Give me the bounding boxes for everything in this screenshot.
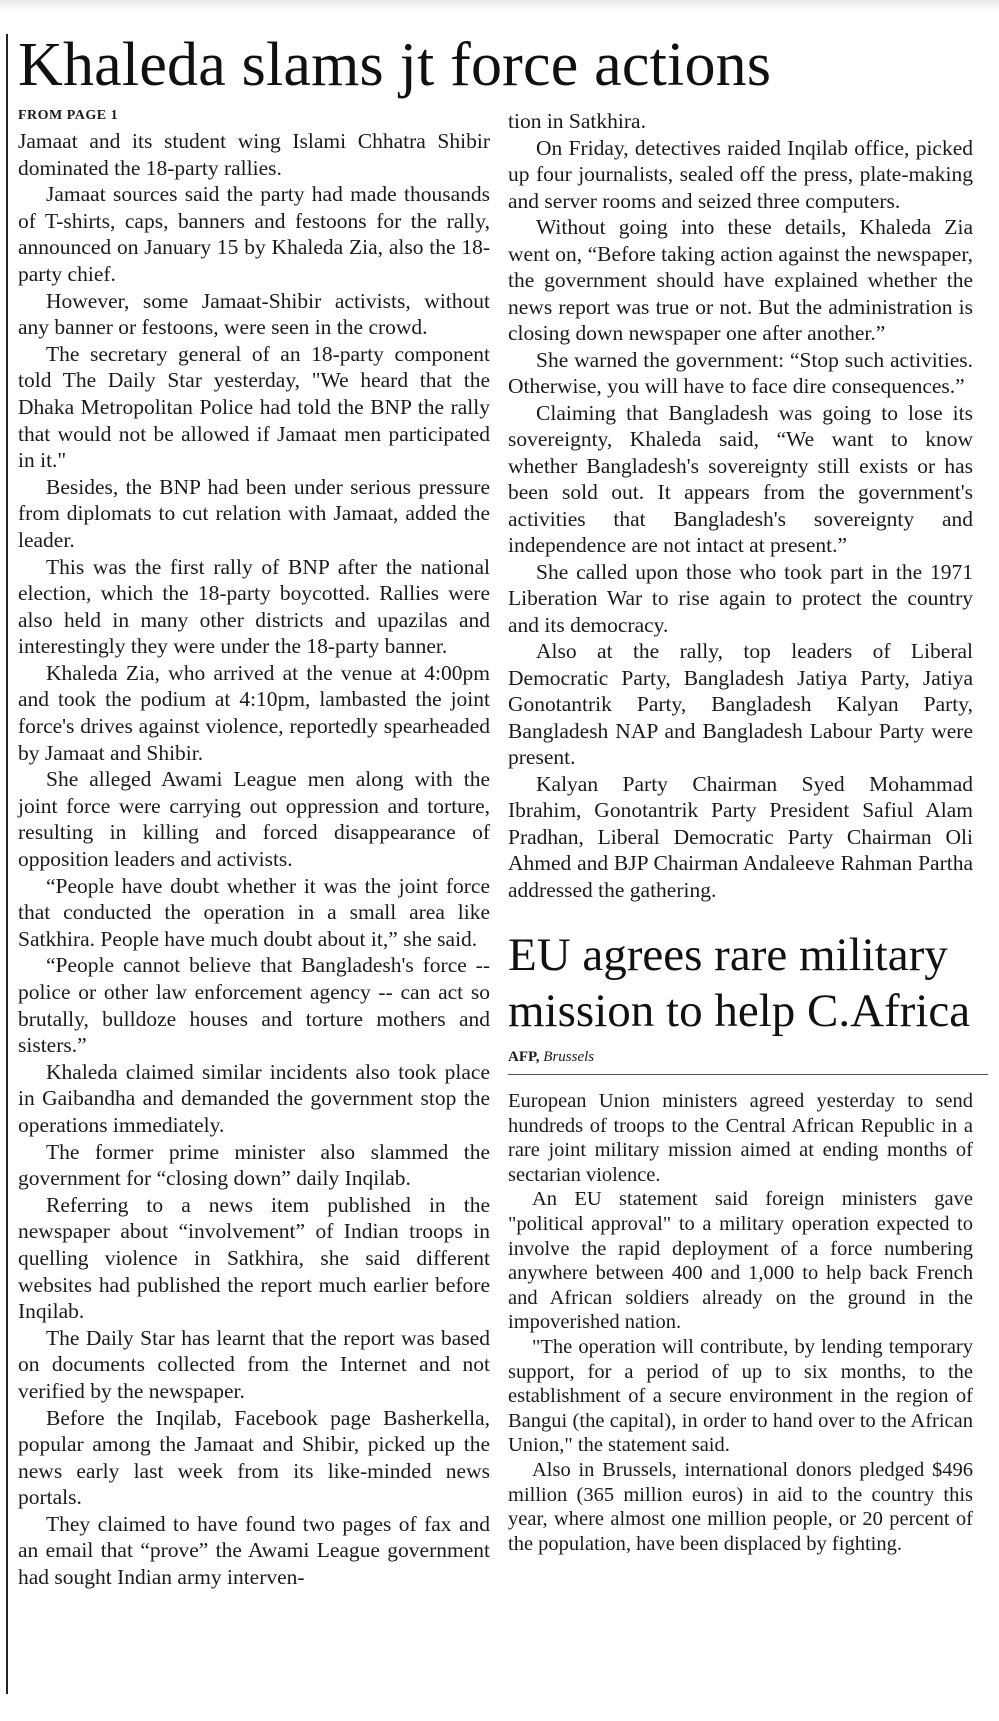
paragraph: Also in Brussels, international donors pledged $496 million (365 million euros) in aid to the country this year, where almost one million people, or 20 percent of the population, have been displaced by fighting. <box>508 1458 973 1555</box>
paragraph: The former prime minister also slammed the government for “closing down” daily Inqilab. <box>18 1139 490 1191</box>
right-column <box>508 108 973 1556</box>
paragraph: Jamaat and its student wing Islami Chhatra Shibir dominated the 18-party rallies. <box>18 129 490 180</box>
main-article-left-column <box>18 108 490 1591</box>
byline-place: Brussels <box>543 1049 595 1065</box>
paragraph: On Friday, detectives raided Inqilab office, picked up four journalists, sealed off the press, plate-making and server rooms and seized three computers. <box>508 135 973 213</box>
paragraph: tion in Satkhira. <box>508 109 646 133</box>
paragraph: Also at the rally, top leaders of Liberal Democratic Party, Bangladesh Jatiya Party, Jatiya Gonotantrik Party, Bangladesh Kalyan Party, Bangladesh NAP and Bangladesh Labour Party were present. <box>508 639 973 769</box>
paragraph: “People have doubt whether it was the joint force that conducted the operation in a small area like Satkhira. People have much doubt about it,” she said. <box>18 873 490 951</box>
paragraph: “People cannot believe that Bangladesh's force -- police or other law enforcement agency -- can act so brutally, bulldoze houses and torture mothers and sisters.” <box>18 953 490 1058</box>
byline-agency: AFP, <box>508 1049 540 1065</box>
paragraph: Kalyan Party Chairman Syed Mohammad Ibrahim, Gonotantrik Party President Safiul Alam Pradhan, Liberal Democratic Party Chairman Oli Ahmed and BJP Chairman Andaleeve Rahman Partha addressed the gathering. <box>508 771 973 902</box>
eu-article-body <box>508 1089 973 1556</box>
paragraph: Claiming that Bangladesh was going to lose its sovereignty, Khaleda said, “We want to know whether Bangladesh's sovereignty still exists or has been sold out. It appears from the government's activities that Bangladesh's sovereignty and independence are not intact at present.” <box>508 400 973 557</box>
paragraph: "The operation will contribute, by lending temporary support, for a period of up to six months, to the establishment of a secure environment in the region of Bangui (the capital), in order to hand over to the African Union," the statement said. <box>508 1335 973 1457</box>
eu-article-byline <box>508 1049 988 1075</box>
paragraph: She called upon those who took part in the 1971 Liberation War to rise again to protect the country and its democracy. <box>508 559 973 637</box>
paragraph: Jamaat sources said the party had made thousands of T-shirts, caps, banners and festoons for the rally, announced on January 15 by Khaleda Zia, also the 18-party chief. <box>18 182 490 286</box>
paragraph: Besides, the BNP had been under serious pressure from diplomats to cut relation with Jamaat, added the leader. <box>18 474 490 552</box>
paragraph: Khaleda claimed similar incidents also took place in Gaibandha and demanded the government stop the operations immediately. <box>18 1059 490 1137</box>
main-article-body-right <box>508 108 973 903</box>
main-article-body-left <box>18 128 490 1591</box>
paragraph: Khaleda Zia, who arrived at the venue at 4:00pm and took the podium at 4:10pm, lambasted the joint force's drives against violence, reportedly spearheaded by Jamaat and Shibir. <box>18 660 490 765</box>
paragraph: They claimed to have found two pages of fax and an email that “prove” the Awami League government had sought Indian army interven- <box>18 1511 490 1590</box>
paragraph: This was the first rally of BNP after the national election, which the 18-party boycotted. Rallies were also held in many other districts and upazilas and interestingly they were under the 18-party banner. <box>18 554 490 659</box>
paragraph: However, some Jamaat-Shibir activists, without any banner or festoons, were seen in the crowd. <box>18 288 490 340</box>
paragraph: The secretary general of an 18-party component told The Daily Star yesterday, "We heard that the Dhaka Metropolitan Police had told the BNP the rally that would not be allowed if Jamaat men participated in it." <box>18 341 490 473</box>
dateline: FROM PAGE 1 <box>18 108 119 123</box>
paragraph: She warned the government: “Stop such activities. Otherwise, you will have to face dire consequences.” <box>508 347 973 398</box>
paragraph: The Daily Star has learnt that the report was based on documents collected from the Internet and not verified by the newspaper. <box>18 1325 490 1403</box>
paragraph: She alleged Awami League men along with the joint force were carrying out oppression and torture, resulting in killing and forced disappearance of opposition leaders and activists. <box>18 767 490 872</box>
paragraph: Before the Inqilab, Facebook page Basherkella, popular among the Jamaat and Shibir, picked up the news early last week from its like-minded news portals. <box>18 1405 490 1510</box>
paragraph: European Union ministers agreed yesterday to send hundreds of troops to the Central African Republic in a rare joint military mission aimed at ending months of sectarian violence. <box>508 1090 973 1186</box>
page-top-edge <box>0 0 999 10</box>
eu-article-headline: EU agrees rare military mission to help C.Africa <box>508 929 971 1037</box>
main-headline: Khaleda slams jt force actions <box>18 31 772 99</box>
paragraph: Referring to a news item published in the newspaper about “involvement” of Indian troops in quelling violence in Satkhira, she said different websites had published the report much earlier before Inqilab. <box>18 1192 490 1324</box>
paragraph: Without going into these details, Khaleda Zia went on, “Before taking action against the newspaper, the government should have explained whether the news report was true or not. But the administration is closing down newspaper one after another.” <box>508 215 973 345</box>
paragraph: An EU statement said foreign ministers gave "political approval" to a military operation expected to involve the rapid deployment of a force numbering anywhere between 400 and 1,000 to help back French and African soldiers already on the ground in the impoverished nation. <box>508 1188 973 1334</box>
left-column-rule <box>6 34 8 1694</box>
